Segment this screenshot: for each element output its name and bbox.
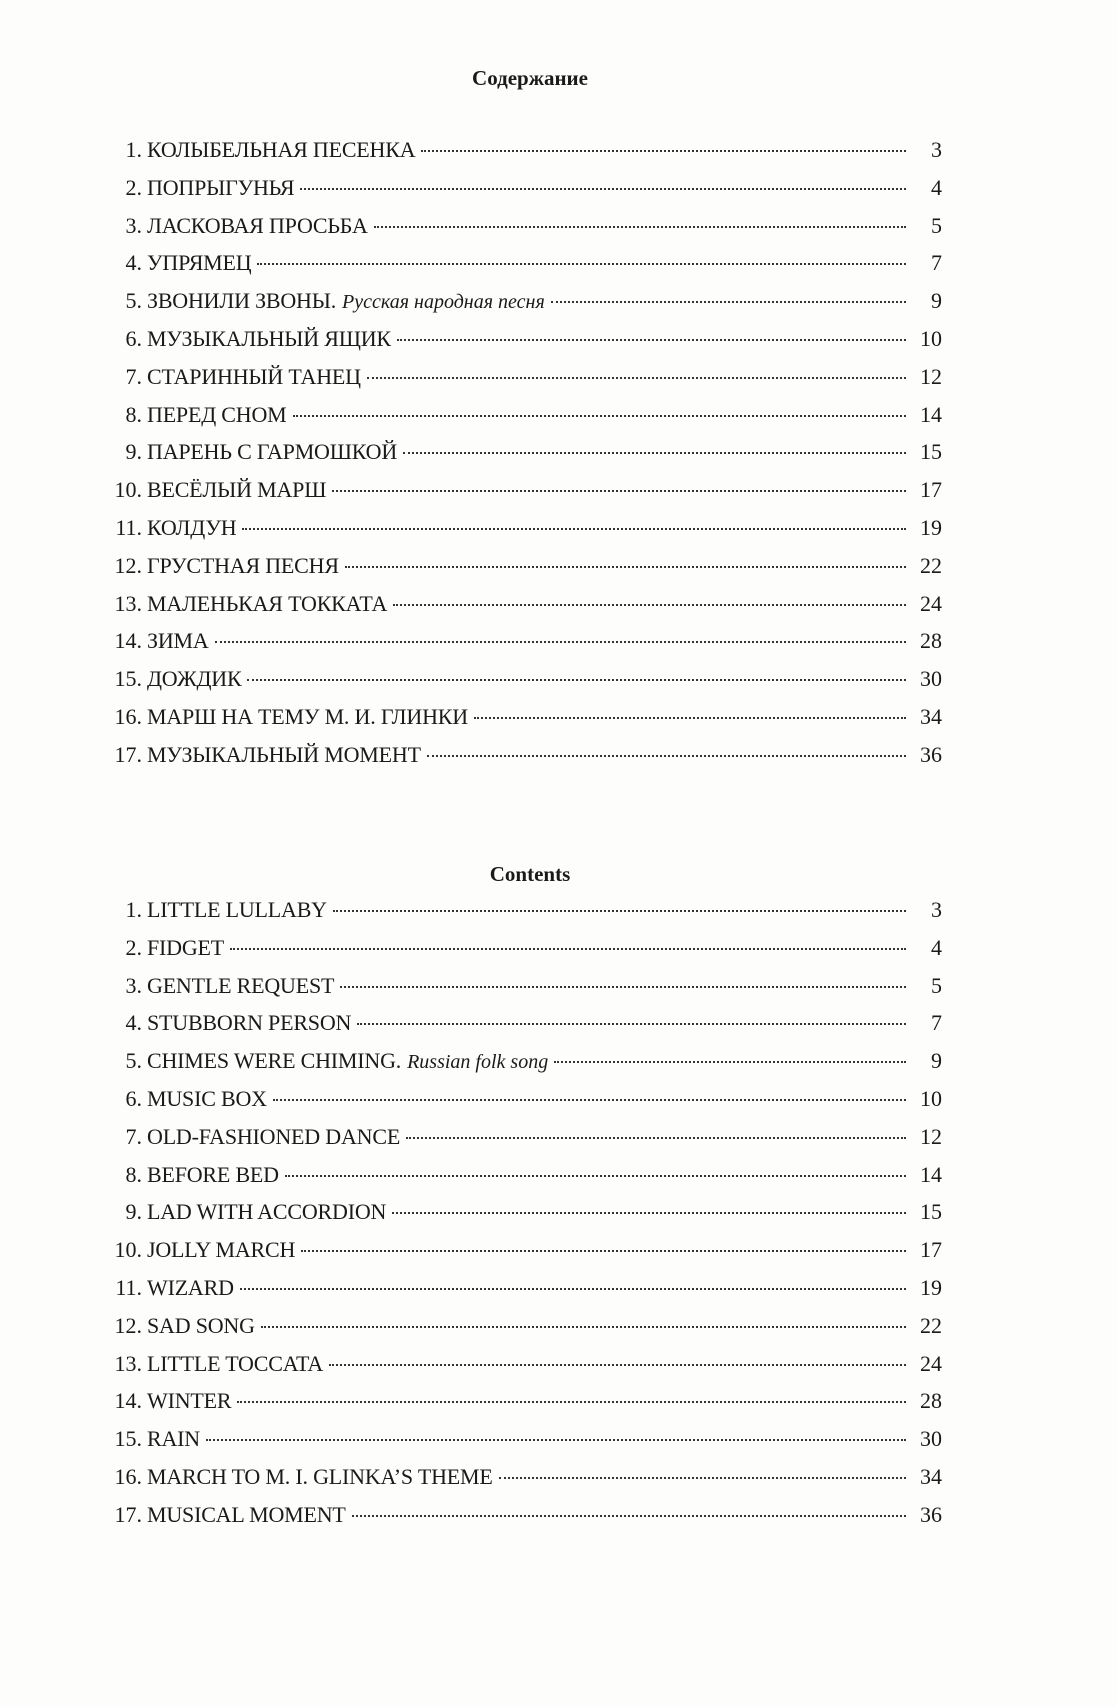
entry-page-number: 28 (920, 628, 942, 654)
entry-title: ЛАСКОВАЯ ПРОСЬБА (147, 212, 368, 238)
toc-entry (100, 704, 942, 742)
entry-number: 5. (125, 288, 142, 314)
entry-subtitle: Русская народная песня (342, 291, 545, 314)
toc-entry (100, 439, 942, 477)
entry-title: МАЛЕНЬКАЯ ТОККАТА (147, 590, 388, 616)
entry-title: STUBBORN PERSON (147, 1010, 352, 1036)
entry-number: 4. (125, 1010, 142, 1036)
entry-page-number: 36 (920, 741, 942, 767)
entry-page-number: 24 (920, 590, 942, 616)
entry-number: 13. (114, 590, 142, 616)
entry-title: ЗВОНИЛИ ЗВОНЫ. (147, 288, 337, 314)
dot-leader (332, 490, 906, 492)
entry-title: WIZARD (147, 1274, 234, 1300)
toc-entry (100, 666, 942, 704)
dot-leader (206, 1439, 906, 1441)
toc-entry (100, 1199, 942, 1237)
toc-entry (100, 213, 942, 251)
dot-leader (237, 1401, 906, 1403)
dot-leader (374, 226, 906, 228)
toc-entry (100, 1275, 942, 1313)
entry-page-number: 22 (920, 552, 942, 578)
entry-page-number: 12 (920, 363, 942, 389)
entry-number: 8. (125, 1161, 142, 1187)
toc-entry (100, 364, 942, 402)
entry-number: 17. (114, 741, 142, 767)
toc-entry (100, 897, 942, 935)
english-contents-heading: Contents (489, 862, 571, 886)
entry-title: MUSICAL MOMENT (147, 1501, 346, 1527)
entry-number: 8. (125, 401, 142, 427)
entry-number: 1. (125, 897, 142, 922)
toc-entry (100, 515, 942, 553)
entry-page-number: 15 (920, 439, 942, 465)
toc-entry (100, 175, 942, 213)
entry-number: 11. (115, 1274, 142, 1300)
entry-title: МАРШ НА ТЕМУ М. И. ГЛИНКИ (147, 703, 468, 729)
toc-entry (100, 742, 942, 780)
dot-leader (247, 679, 906, 681)
dot-leader (352, 1515, 906, 1517)
entry-title: КОЛЫБЕЛЬНАЯ ПЕСЕНКА (147, 137, 416, 162)
toc-entry (100, 1237, 942, 1275)
entry-page-number: 30 (920, 1426, 942, 1452)
entry-title: WINTER (147, 1388, 232, 1414)
toc-entry (100, 1502, 942, 1540)
entry-page-number: 34 (920, 703, 942, 729)
entry-title: LAD WITH ACCORDION (147, 1199, 387, 1225)
entry-number: 7. (125, 1123, 142, 1149)
russian-contents-heading: Содержание (472, 66, 588, 90)
toc-entry (100, 591, 942, 629)
dot-leader (345, 566, 906, 568)
entry-number: 3. (125, 212, 142, 238)
toc-entry (100, 137, 942, 175)
dot-leader (403, 452, 906, 454)
russian-contents-list (100, 137, 942, 780)
entry-page-number: 10 (920, 325, 942, 351)
entry-title: BEFORE BED (147, 1161, 279, 1187)
dot-leader (397, 339, 906, 341)
entry-number: 5. (125, 1048, 142, 1074)
dot-leader (240, 1288, 906, 1290)
toc-entry (100, 628, 942, 666)
toc-entry (100, 1426, 942, 1464)
entry-title: ПАРЕНЬ С ГАРМОШКОЙ (147, 439, 398, 465)
dot-leader (554, 1061, 906, 1063)
entry-number: 6. (125, 325, 142, 351)
dot-leader (427, 755, 906, 757)
dot-leader (392, 1212, 906, 1214)
dot-leader (257, 263, 906, 265)
entry-number: 16. (114, 703, 142, 729)
entry-title: CHIMES WERE CHIMING. (147, 1048, 402, 1074)
dot-leader (357, 1023, 906, 1025)
entry-title: ГРУСТНАЯ ПЕСНЯ (147, 552, 339, 578)
entry-title: ВЕСЁЛЫЙ МАРШ (147, 477, 327, 503)
entry-page-number: 36 (920, 1501, 942, 1527)
entry-number: 9. (125, 439, 142, 465)
toc-entry (100, 973, 942, 1011)
dot-leader (293, 415, 906, 417)
entry-number: 11. (115, 514, 142, 540)
entry-number: 4. (125, 250, 142, 276)
entry-title: МУЗЫКАЛЬНЫЙ ЯЩИК (147, 325, 391, 351)
toc-entry (100, 402, 942, 440)
entry-title: LITTLE LULLABY (147, 897, 327, 922)
dot-leader (406, 1137, 906, 1139)
toc-entry (100, 250, 942, 288)
entry-title: ДОЖДИК (147, 666, 242, 692)
entry-page-number: 14 (920, 401, 942, 427)
dot-leader (499, 1477, 906, 1479)
entry-page-number: 4 (931, 934, 942, 960)
entry-page-number: 30 (920, 666, 942, 692)
toc-entry (100, 477, 942, 515)
toc-entry (100, 1351, 942, 1389)
toc-entry (100, 1313, 942, 1351)
entry-number: 15. (114, 666, 142, 692)
dot-leader (340, 986, 906, 988)
entry-page-number: 10 (920, 1085, 942, 1111)
entry-number: 10. (114, 477, 142, 503)
entry-page-number: 28 (920, 1388, 942, 1414)
dot-leader (301, 1250, 906, 1252)
entry-page-number: 4 (931, 174, 942, 200)
entry-number: 7. (125, 363, 142, 389)
entry-title: SAD SONG (147, 1312, 255, 1338)
entry-number: 2. (125, 174, 142, 200)
toc-entry (100, 1010, 942, 1048)
entry-title: FIDGET (147, 934, 225, 960)
toc-entry (100, 1162, 942, 1200)
dot-leader (393, 604, 906, 606)
toc-entry (100, 1124, 942, 1162)
entry-number: 2. (125, 934, 142, 960)
dot-leader (474, 717, 906, 719)
toc-entry (100, 1388, 942, 1426)
entry-number: 14. (114, 628, 142, 654)
dot-leader (329, 1364, 906, 1366)
entry-title: MARCH TO M. I. GLINKA’S THEME (147, 1463, 493, 1489)
entry-page-number: 34 (920, 1463, 942, 1489)
entry-page-number: 9 (931, 1048, 942, 1074)
entry-page-number: 7 (931, 1010, 942, 1036)
entry-page-number: 17 (920, 1237, 942, 1263)
entry-number: 15. (114, 1426, 142, 1452)
dot-leader (285, 1175, 906, 1177)
entry-number: 12. (114, 552, 142, 578)
entry-number: 13. (114, 1350, 142, 1376)
toc-entry (100, 1464, 942, 1502)
dot-leader (273, 1099, 906, 1101)
entry-page-number: 19 (920, 1274, 942, 1300)
entry-title: ЗИМА (147, 628, 209, 654)
entry-page-number: 3 (931, 897, 942, 922)
entry-title: RAIN (147, 1426, 200, 1452)
dot-leader (215, 641, 906, 643)
entry-title: OLD-FASHIONED DANCE (147, 1123, 401, 1149)
entry-number: 12. (114, 1312, 142, 1338)
dot-leader (367, 377, 906, 379)
toc-entry (100, 288, 942, 326)
toc-entry (100, 326, 942, 364)
dot-leader (551, 301, 906, 303)
entry-title: КОЛДУН (147, 514, 237, 540)
entry-number: 17. (114, 1501, 142, 1527)
entry-page-number: 5 (931, 212, 942, 238)
entry-title: ПОПРЫГУНЬЯ (147, 174, 295, 200)
entry-number: 3. (125, 972, 142, 998)
english-contents-list (100, 897, 942, 1540)
entry-number: 10. (114, 1237, 142, 1263)
dot-leader (230, 948, 906, 950)
entry-title: MUSIC BOX (147, 1085, 267, 1111)
entry-page-number: 19 (920, 514, 942, 540)
entry-number: 9. (125, 1199, 142, 1225)
entry-page-number: 15 (920, 1199, 942, 1225)
toc-entry (100, 935, 942, 973)
entry-number: 14. (114, 1388, 142, 1414)
entry-page-number: 5 (931, 972, 942, 998)
toc-entry (100, 553, 942, 591)
entry-title: LITTLE TOCCATA (147, 1350, 324, 1376)
entry-title: СТАРИННЫЙ ТАНЕЦ (147, 363, 361, 389)
dot-leader (333, 910, 906, 912)
dot-leader (242, 528, 906, 530)
entry-number: 1. (125, 137, 142, 162)
entry-page-number: 7 (931, 250, 942, 276)
entry-page-number: 3 (931, 137, 942, 162)
toc-entry (100, 1086, 942, 1124)
dot-leader (300, 188, 906, 190)
entry-subtitle: Russian folk song (407, 1051, 549, 1074)
entry-title: МУЗЫКАЛЬНЫЙ МОМЕНТ (147, 741, 421, 767)
dot-leader (261, 1326, 906, 1328)
entry-page-number: 9 (931, 288, 942, 314)
entry-page-number: 14 (920, 1161, 942, 1187)
entry-title: УПРЯМЕЦ (147, 250, 252, 276)
entry-title: GENTLE REQUEST (147, 972, 335, 998)
entry-title: ПЕРЕД СНОМ (147, 401, 287, 427)
entry-page-number: 17 (920, 477, 942, 503)
dot-leader (421, 150, 906, 152)
entry-page-number: 22 (920, 1312, 942, 1338)
entry-title: JOLLY MARCH (147, 1237, 296, 1263)
entry-number: 16. (114, 1463, 142, 1489)
entry-number: 6. (125, 1085, 142, 1111)
entry-page-number: 12 (920, 1123, 942, 1149)
toc-entry (100, 1048, 942, 1086)
entry-page-number: 24 (920, 1350, 942, 1376)
